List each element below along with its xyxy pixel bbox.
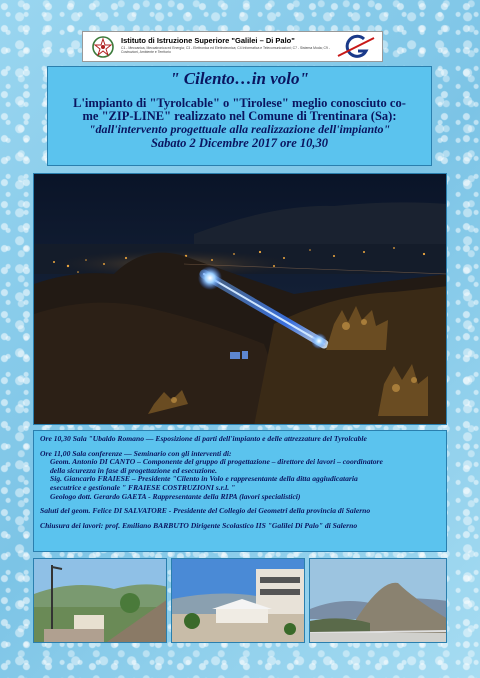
program-line-exhibition: Ore 10,30 Sala "Ubaldo Romano — Esposizione di parti dell'impianto e delle attrezzature del Tyrolcable	[40, 434, 367, 443]
program-line-greetings: Saluti del geom. Felice DI SALVATORE - Presidente del Collegio dei Geometri della provincia di Salerno	[40, 506, 371, 516]
program-line-closing: Chiusura dei lavori: prof. Emiliano BARBUTO Dirigente Scolastico IIS "Galilei Di Palo" di Salerno	[40, 520, 358, 530]
school-logo-icon	[334, 34, 378, 60]
school-name: Istituto di Istruzione Superiore "Galilei – Di Palo"	[121, 36, 295, 45]
description-line-2: me "ZIP-LINE" realizzato nel Comune di Trentinara (Sa):	[82, 109, 397, 123]
event-subtitle: "dall'intervento progettuale alla realizzazione dell'impianto"	[88, 122, 391, 136]
terrace-photo	[33, 558, 167, 643]
program-line-speaker-1-cont: della sicurezza in fase di progettazione ed esecuzione.	[50, 465, 218, 475]
program-line-speaker-2-cont: esecutrice e gestionale " FRAIESE COSTRUZIONI s.r.l. "	[50, 482, 236, 492]
program-line-speaker-2: Sig. Giancarlo FRAIESE – Presidente "Cilento in Volo e rappresentante della ditta aggiudicataria	[50, 474, 358, 484]
title-box	[47, 66, 432, 166]
program-line-seminar: Ore 11,00 Sala conferenze — Seminario con gli interventi di:	[40, 448, 232, 458]
program-line-speaker-3: Geologo dott. Gerardo GAETA - Rappresentante della RIPA (lavori specialistici)	[50, 491, 301, 501]
program-line-speaker-1: Geom. Antonio DI CANTO – Componente del gruppo di progettazione – direttore dei lavori – coordinatore	[50, 457, 383, 467]
event-title: " Cilento…in volo"	[170, 69, 309, 88]
school-subtitle: C1 - Meccanica, Meccatronica ed Energia; C3 - Elettronica ed Elettrotecnica; C4 Informatica e Telecomunicazioni; C7 - Sistema Moda; C9 - Costruzioni, Ambiente e Territorio	[121, 46, 330, 54]
restaurant-terrace-photo	[171, 558, 305, 643]
description-line-1: L'impianto di "Tyrolcable" o "Tirolese" meglio conosciuto co-	[73, 96, 406, 110]
event-date: Sabato 2 Dicembre 2017 ore 10,30	[150, 136, 329, 150]
program-box	[33, 430, 447, 552]
night-zipline-photo	[33, 173, 447, 425]
mountain-panorama-photo	[309, 558, 447, 643]
italian-republic-emblem-icon	[91, 35, 115, 59]
school-header	[82, 31, 383, 62]
